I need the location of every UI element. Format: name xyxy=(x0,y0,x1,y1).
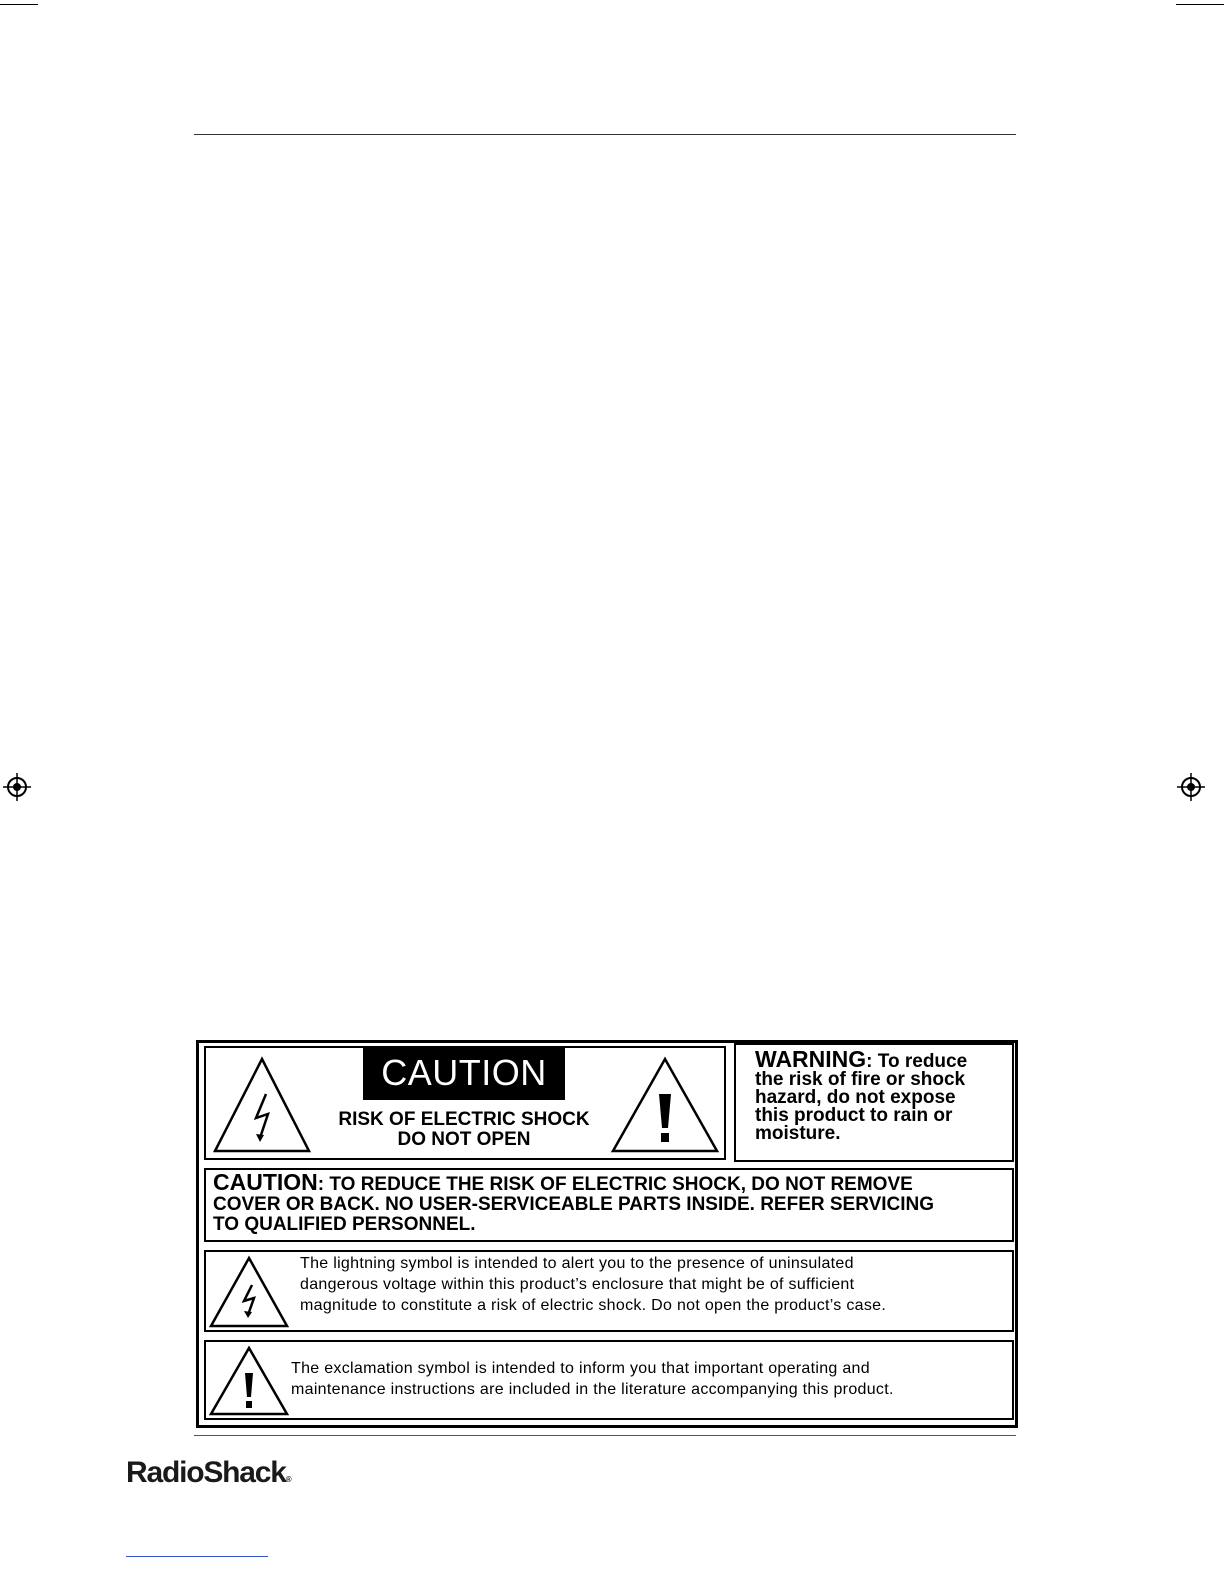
lightning-triangle-icon xyxy=(212,1056,312,1154)
radioshack-logo xyxy=(126,1456,292,1490)
warning-line: hazard, do not expose xyxy=(755,1087,956,1108)
lightning-description xyxy=(300,1253,1012,1316)
warning-line: the risk of fire or shock xyxy=(755,1069,966,1090)
registration-mark-icon xyxy=(2,772,32,802)
crop-mark-top-right xyxy=(1176,4,1224,5)
footer-rule xyxy=(194,1435,1016,1436)
risk-text xyxy=(318,1110,610,1150)
lightning-line: dangerous voltage within this product’s enclosure that might be of sufficient xyxy=(300,1276,855,1293)
trademark-symbol: ® xyxy=(285,1475,292,1484)
exclamation-triangle-icon xyxy=(610,1056,720,1154)
caution-header: CAUTION xyxy=(363,1048,565,1100)
registration-mark-icon xyxy=(1176,772,1206,802)
risk-line-2: DO NOT OPEN xyxy=(397,1129,531,1150)
warning-text: WARNING: To reduce the risk of fire or shock hazard, do not expose this product to rain or moisture. xyxy=(755,1050,1010,1143)
exclamation-triangle-icon xyxy=(208,1345,290,1417)
lightning-triangle-icon xyxy=(208,1255,290,1329)
footer-link-underline xyxy=(126,1556,268,1557)
warning-title: WARNING xyxy=(755,1046,867,1072)
warning-line: moisture. xyxy=(755,1123,841,1144)
lightning-line: The lightning symbol is intended to alert you to the presence of uninsulated xyxy=(300,1255,854,1272)
caution-line: COVER OR BACK. NO USER-SERVICEABLE PARTS INSIDE. REFER SERVICING xyxy=(213,1194,935,1215)
risk-line-1: RISK OF ELECTRIC SHOCK xyxy=(338,1109,590,1130)
exclamation-line: maintenance instructions are included in the literature accompanying this product. xyxy=(291,1381,894,1398)
header-rule xyxy=(194,134,1016,135)
caution-line: TO QUALIFIED PERSONNEL. xyxy=(213,1214,476,1235)
warning-line: To reduce xyxy=(877,1051,968,1072)
brand-name: RadioShack xyxy=(126,1456,286,1489)
exclamation-line: The exclamation symbol is intended to inform you that important operating and xyxy=(291,1360,870,1377)
warning-line: this product to rain or xyxy=(755,1105,953,1126)
caution-title: CAUTION xyxy=(213,1169,318,1195)
caution-line: TO REDUCE THE RISK OF ELECTRIC SHOCK, DO NOT REMOVE xyxy=(329,1174,913,1195)
crop-mark-top-left xyxy=(0,4,38,5)
exclamation-description xyxy=(291,1358,1011,1400)
lightning-line: magnitude to constitute a risk of electric shock. Do not open the product’s case. xyxy=(300,1297,887,1314)
caution-text: CAUTION: TO REDUCE THE RISK OF ELECTRIC SHOCK, DO NOT REMOVE COVER OR BACK. NO USER-SERVICEABLE PARTS INSIDE. REFER SERVICING TO QUALIFIED PERSONNEL. xyxy=(213,1172,1011,1235)
